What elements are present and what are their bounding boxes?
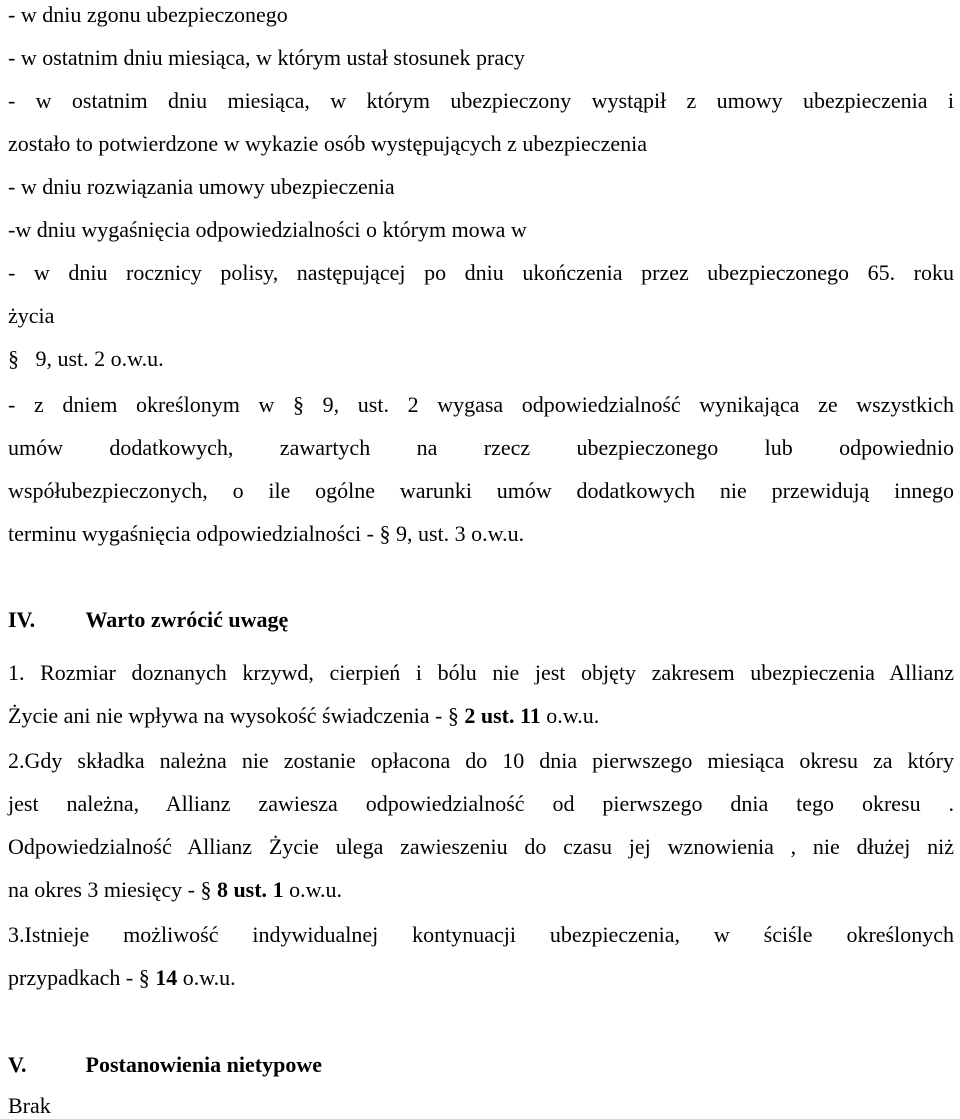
paragraph-line: - z dniem określonym w § 9, ust. 2 wygasa odpowiedzialność wynikająca ze wszystkich xyxy=(8,392,955,417)
paragraph-line: 1. Rozmiar doznanych krzywd, cierpień i bólu nie jest objęty zakresem ubezpieczenia Allianz xyxy=(8,660,954,685)
section-number: V. xyxy=(8,1052,27,1077)
paragraph-line: Brak xyxy=(8,1093,51,1118)
paragraph-line: jest należna, Allianz zawiesza odpowiedzialność od pierwszego dnia tego okresu . xyxy=(8,791,954,816)
section-heading xyxy=(8,607,954,633)
list-item: - w dniu zgonu ubezpieczonego xyxy=(8,2,288,27)
paragraph-line: przypadkach - § 14 o.w.u. xyxy=(8,965,236,990)
paragraph-line: na okres 3 miesięcy - § 8 ust. 1 o.w.u. xyxy=(8,877,343,902)
paragraph-line: Odpowiedzialność Allianz Życie ulega zawieszeniu do czasu jej wznowienia , nie dłużej niż xyxy=(8,834,954,859)
paragraph-line: Życie ani nie wpływa na wysokość świadczenia - § 2 ust. 11 o.w.u. xyxy=(8,703,600,728)
list-item: - w dniu rozwiązania umowy ubezpieczenia xyxy=(8,174,395,199)
paragraph-line: 3.Istnieje możliwość indywidualnej kontynuacji ubezpieczenia, w ściśle określonych xyxy=(8,922,954,947)
section-symbol: § xyxy=(200,877,212,902)
paragraph-line: terminu wygaśnięcia odpowiedzialności - § 9, ust. 3 o.w.u. xyxy=(8,521,525,546)
list-item: - w ostatnim dniu miesiąca, w którym ustał stosunek pracy xyxy=(8,45,525,70)
paragraph-line: 2.Gdy składka należna nie zostanie opłacona do 10 dnia pierwszego miesiąca okresu za który xyxy=(8,748,954,773)
section-title: Postanowienia nietypowe xyxy=(85,1052,322,1077)
section-number: IV. xyxy=(8,607,36,632)
section-symbol: § xyxy=(447,703,459,728)
section-symbol: § xyxy=(379,521,391,546)
section-symbol: § xyxy=(293,392,304,417)
paragraph-line: współubezpieczonych, o ile ogólne warunki umów dodatkowych nie przewidują innego xyxy=(8,478,954,503)
list-item: zostało to potwierdzone w wykazie osób występujących z ubezpieczenia xyxy=(8,131,647,156)
section-title: Warto zwrócić uwagę xyxy=(85,607,289,632)
list-item: - w ostatnim dniu miesiąca, w którym ubezpieczony wystąpił z umowy ubezpieczenia i xyxy=(8,88,954,113)
section-heading xyxy=(8,1052,954,1078)
list-item: - w dniu rocznicy polisy, następującej po dniu ukończenia przez ubezpieczonego 65. roku xyxy=(8,260,954,285)
reference-text: 9, ust. 2 o.w.u. xyxy=(35,346,164,371)
list-item: życia xyxy=(8,303,55,328)
paragraph-reference xyxy=(8,346,954,372)
list-item: -w dniu wygaśnięcia odpowiedzialności o którym mowa w xyxy=(8,217,527,242)
section-symbol: § xyxy=(8,346,19,371)
section-symbol: § xyxy=(138,965,150,990)
paragraph-line: umów dodatkowych, zawartych na rzecz ubezpieczonego lub odpowiednio xyxy=(8,435,954,460)
